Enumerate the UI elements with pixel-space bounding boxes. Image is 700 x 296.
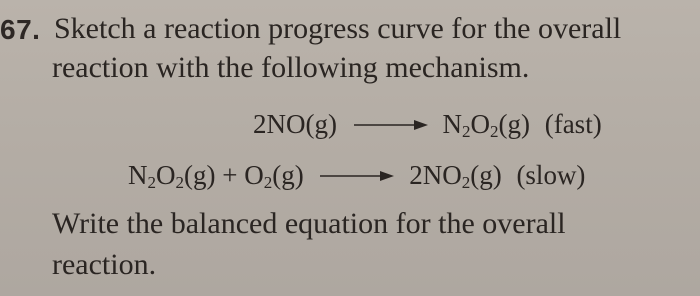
step2-reactant1-sub1: 2 (147, 173, 156, 192)
step2-rate-label: (slow) (516, 160, 586, 190)
reaction-arrow-icon (318, 169, 396, 183)
step2-reactant2-formula: O (244, 160, 264, 190)
question-line-1: Write the balanced equation for the overall (52, 207, 566, 240)
step1-reactant-formula: NO (266, 109, 306, 139)
step1-product-state: (g) (498, 109, 530, 139)
reaction-arrow-icon (352, 118, 430, 132)
mechanism-step-2 (128, 159, 585, 191)
step1-rate-label: (fast) (544, 109, 602, 139)
step2-reactant1-atom2: O (156, 160, 176, 190)
prompt-line-1: Sketch a reaction progress curve for the overall (54, 12, 622, 45)
step2-reactant1-state: (g) (184, 160, 216, 190)
problem-number: 67. (0, 14, 41, 45)
step1-product-atom1: N (442, 109, 462, 139)
step2-product-coef: 2 (409, 160, 423, 190)
question-line-2: reaction. (52, 248, 157, 281)
step2-reactant2-state: (g) (272, 160, 304, 190)
prompt-line-2: reaction with the following mechanism. (52, 51, 530, 84)
step2-reactant1-atom1: N (128, 160, 148, 190)
step2-product-sub: 2 (461, 173, 471, 192)
step1-product-sub2: 2 (489, 122, 499, 141)
step1-reactant-coef: 2 (253, 109, 267, 139)
step2-product-state: (g) (470, 160, 502, 190)
mechanism-step-1 (253, 108, 602, 140)
plus-sign: + (222, 160, 238, 190)
step1-product-sub1: 2 (461, 122, 471, 141)
step1-reactant-state: (g) (305, 109, 337, 139)
step2-reactant2-sub: 2 (263, 173, 273, 192)
step2-reactant1-sub2: 2 (175, 173, 184, 192)
step2-product-formula: NO (422, 160, 462, 190)
step1-product-atom2: O (470, 109, 490, 139)
